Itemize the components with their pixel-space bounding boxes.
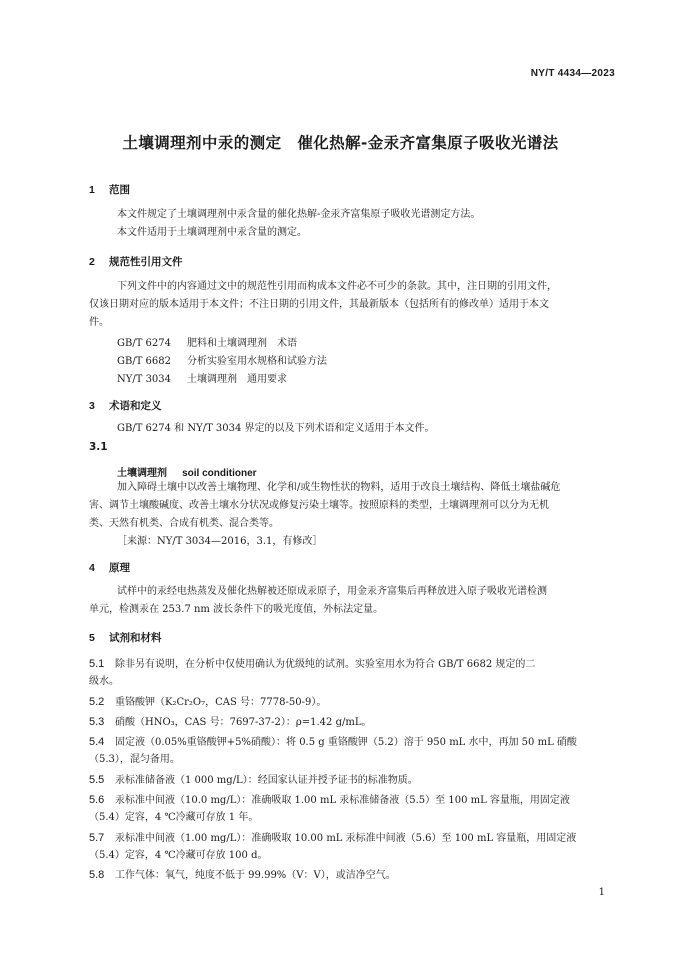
section-4-heading bbox=[89, 560, 130, 575]
reagent-item bbox=[89, 713, 371, 732]
paragraph-line: GB/T 6274 和 NY/T 3034 界定的以及下列术语和定义适用于本文件。 bbox=[117, 423, 435, 434]
item-number: 5.5 bbox=[89, 774, 105, 786]
item-text: 重铬酸钾（K₂Cr₂O₇，CAS 号：7778-50-9）。 bbox=[115, 697, 327, 708]
definition-line: 害、调节土壤酸碱度、改善土壤水分状况或修复污染土壤等。按照原料的类型，土壤调理剂可以分为无机 bbox=[89, 500, 549, 511]
item-text-continued: （5.4）定容，4 ℃冷藏可存放 1 年。 bbox=[89, 812, 259, 823]
item-number: 5.3 bbox=[89, 716, 105, 728]
paragraph-line: 试样中的汞经电热蒸发及催化热解被还原成汞原子，用金汞齐富集后再释放进入原子吸收光谱检测 bbox=[117, 586, 547, 597]
reagent-item bbox=[89, 791, 570, 810]
item-text: 工作气体：氧气，纯度不低于 99.99%（V：V），或洁净空气。 bbox=[115, 870, 396, 881]
section-title: 规范性引用文件 bbox=[109, 256, 183, 268]
paragraph-line: 仅该日期对应的版本适用于本文件；不注日期的引用文件，其最新版本（包括所有的修改单）适用于本文 bbox=[89, 299, 549, 310]
definition-line: 加入障碍土壤中以改善土壤物理、化学和/或生物性状的物料，适用于改良土壤结构、降低土壤盐碱危 bbox=[117, 482, 561, 493]
section-number: 2 bbox=[89, 256, 95, 268]
section-number: 5 bbox=[89, 632, 95, 644]
paragraph-line: 件。 bbox=[89, 317, 109, 328]
item-number: 5.2 bbox=[89, 696, 105, 708]
item-text-continued: （5.4）定容，4 ℃冷藏可存放 100 d。 bbox=[89, 850, 268, 861]
item-text: 固定液（0.05%重铬酸钾+5%硝酸）：将 0.5 g 重铬酸钾（5.2）溶于 950 mL 水中，再加 50 mL 硝酸 bbox=[115, 737, 577, 748]
reagent-item bbox=[89, 866, 396, 885]
reference-item bbox=[117, 334, 297, 349]
paragraph-line: 本文件规定了土壤调理剂中汞含量的催化热解-金汞齐富集原子吸收光谱测定方法。 bbox=[117, 209, 481, 220]
reagent-item bbox=[89, 829, 576, 848]
reagent-item bbox=[89, 733, 577, 752]
item-text: 汞标准中间液（10.0 mg/L）：准确吸取 1.00 mL 汞标准储备液（5.5）至 100 mL 容量瓶，用固定液 bbox=[115, 795, 570, 806]
section-title: 范围 bbox=[109, 184, 130, 196]
subsection-number: 3.1 bbox=[89, 441, 108, 453]
item-number: 5.1 bbox=[89, 658, 105, 670]
item-text: 汞标准中间液（1.00 mg/L）：准确吸取 10.00 mL 汞标准中间液（5.6）至 100 mL 容量瓶，用固定液 bbox=[115, 833, 577, 844]
term-chinese: 土壤调理剂 bbox=[117, 468, 167, 479]
reference-code: NY/T 3034 bbox=[117, 374, 172, 385]
section-5-heading bbox=[89, 630, 162, 645]
paragraph-line: 单元，检测汞在 253.7 nm 波长条件下的吸光度值，外标法定量。 bbox=[89, 604, 384, 615]
term-english: soil conditioner bbox=[182, 468, 257, 479]
paragraph-line: 本文件适用于土壤调理剂中汞含量的测定。 bbox=[117, 227, 307, 238]
item-text: 硝酸（HNO₃，CAS 号：7697-37-2）：ρ=1.42 g/mL。 bbox=[115, 717, 372, 728]
reagent-item bbox=[89, 655, 535, 674]
section-2-heading bbox=[89, 254, 183, 269]
definition-line: 类、天然有机类、合成有机类、混合类等。 bbox=[89, 518, 279, 529]
section-1-heading bbox=[89, 182, 130, 197]
item-text-continued: 级水。 bbox=[89, 676, 119, 687]
reference-code: GB/T 6274 bbox=[117, 338, 172, 349]
reference-title: 分析实验室用水规格和试验方法 bbox=[187, 356, 327, 367]
item-number: 5.6 bbox=[89, 794, 105, 806]
item-text: 汞标准储备液（1 000 mg/L）：经国家认证并授予证书的标准物质。 bbox=[115, 775, 418, 786]
term-entry bbox=[117, 461, 257, 480]
section-number: 4 bbox=[89, 562, 95, 574]
item-text: 除非另有说明，在分析中仅使用确认为优级纯的试剂。实验室用水为符合 GB/T 6682 规定的二 bbox=[115, 659, 536, 670]
section-number: 3 bbox=[89, 400, 95, 412]
item-text-continued: （5.3），混匀备用。 bbox=[89, 754, 180, 765]
definition-source: ［来源：NY/T 3034—2016，3.1，有修改］ bbox=[117, 536, 323, 547]
section-3-heading bbox=[89, 398, 162, 413]
document-title: 土壤调理剂中汞的测定 催化热解-金汞齐富集原子吸收光谱法 bbox=[122, 134, 559, 152]
item-number: 5.4 bbox=[89, 736, 105, 748]
paragraph-line: 下列文件中的内容通过文中的规范性引用而构成本文件必不可少的条款。其中，注日期的引用文件， bbox=[117, 281, 557, 292]
standard-number: NY/T 4434—2023 bbox=[530, 68, 615, 79]
section-number: 1 bbox=[89, 184, 95, 196]
reagent-item bbox=[89, 771, 418, 790]
section-title: 原理 bbox=[109, 562, 130, 574]
reference-item bbox=[117, 370, 287, 385]
reference-code: GB/T 6682 bbox=[117, 356, 172, 367]
reference-title: 土壤调理剂 通用要求 bbox=[187, 374, 287, 385]
item-number: 5.8 bbox=[89, 869, 105, 881]
reagent-item bbox=[89, 693, 326, 712]
reference-item bbox=[117, 352, 327, 367]
section-title: 试剂和材料 bbox=[109, 632, 162, 644]
reference-title: 肥料和土壤调理剂 术语 bbox=[187, 338, 297, 349]
section-title: 术语和定义 bbox=[109, 400, 162, 412]
item-number: 5.7 bbox=[89, 832, 105, 844]
page-number: 1 bbox=[598, 887, 605, 898]
